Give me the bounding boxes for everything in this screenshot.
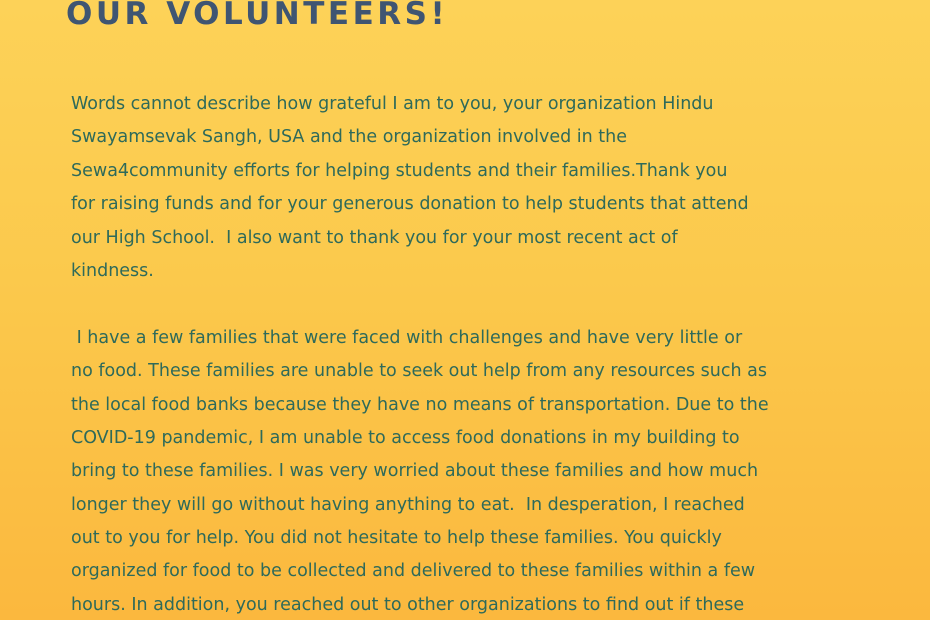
paragraph-gap [71,288,871,321]
text-line: Words cannot describe how grateful I am to you, your organization Hindu [71,94,714,114]
paragraph-1 [71,88,871,288]
page-heading: OUR VOLUNTEERS! [66,0,449,32]
text-line: I have a few families that were faced with challenges and have very little or [71,327,743,348]
text-line: Swayamsevak Sangh, USA and the organization involved in the [71,127,628,148]
text-line: COVID-19 pandemic, I am unable to access food donations in my building to [71,427,740,448]
text-line: for raising funds and for your generous donation to help students that attend [71,194,749,215]
text-line: our High School. I also want to thank you for your most recent act of [71,227,678,248]
text-line: longer they will go without having anything to eat. In desperation, I reached [71,494,745,515]
text-line: bring to these families. I was very worried about these families and how much [71,461,759,482]
paragraph-2 [71,322,871,620]
text-line: no food. These families are unable to seek out help from any resources such as [71,361,768,382]
letter-body [71,88,871,620]
text-line: hours. In addition, you reached out to other organizations to find out if these [71,594,745,615]
text-line: Sewa4community efforts for helping students and their families.Thank you [71,160,728,181]
text-line: out to you for help. You did not hesitate to help these families. You quickly [71,528,722,549]
text-line: organized for food to be collected and delivered to these families within a few [71,561,756,582]
text-line: the local food banks because they have no means of transportation. Due to the [71,394,769,415]
text-line: kindness. [71,260,154,281]
